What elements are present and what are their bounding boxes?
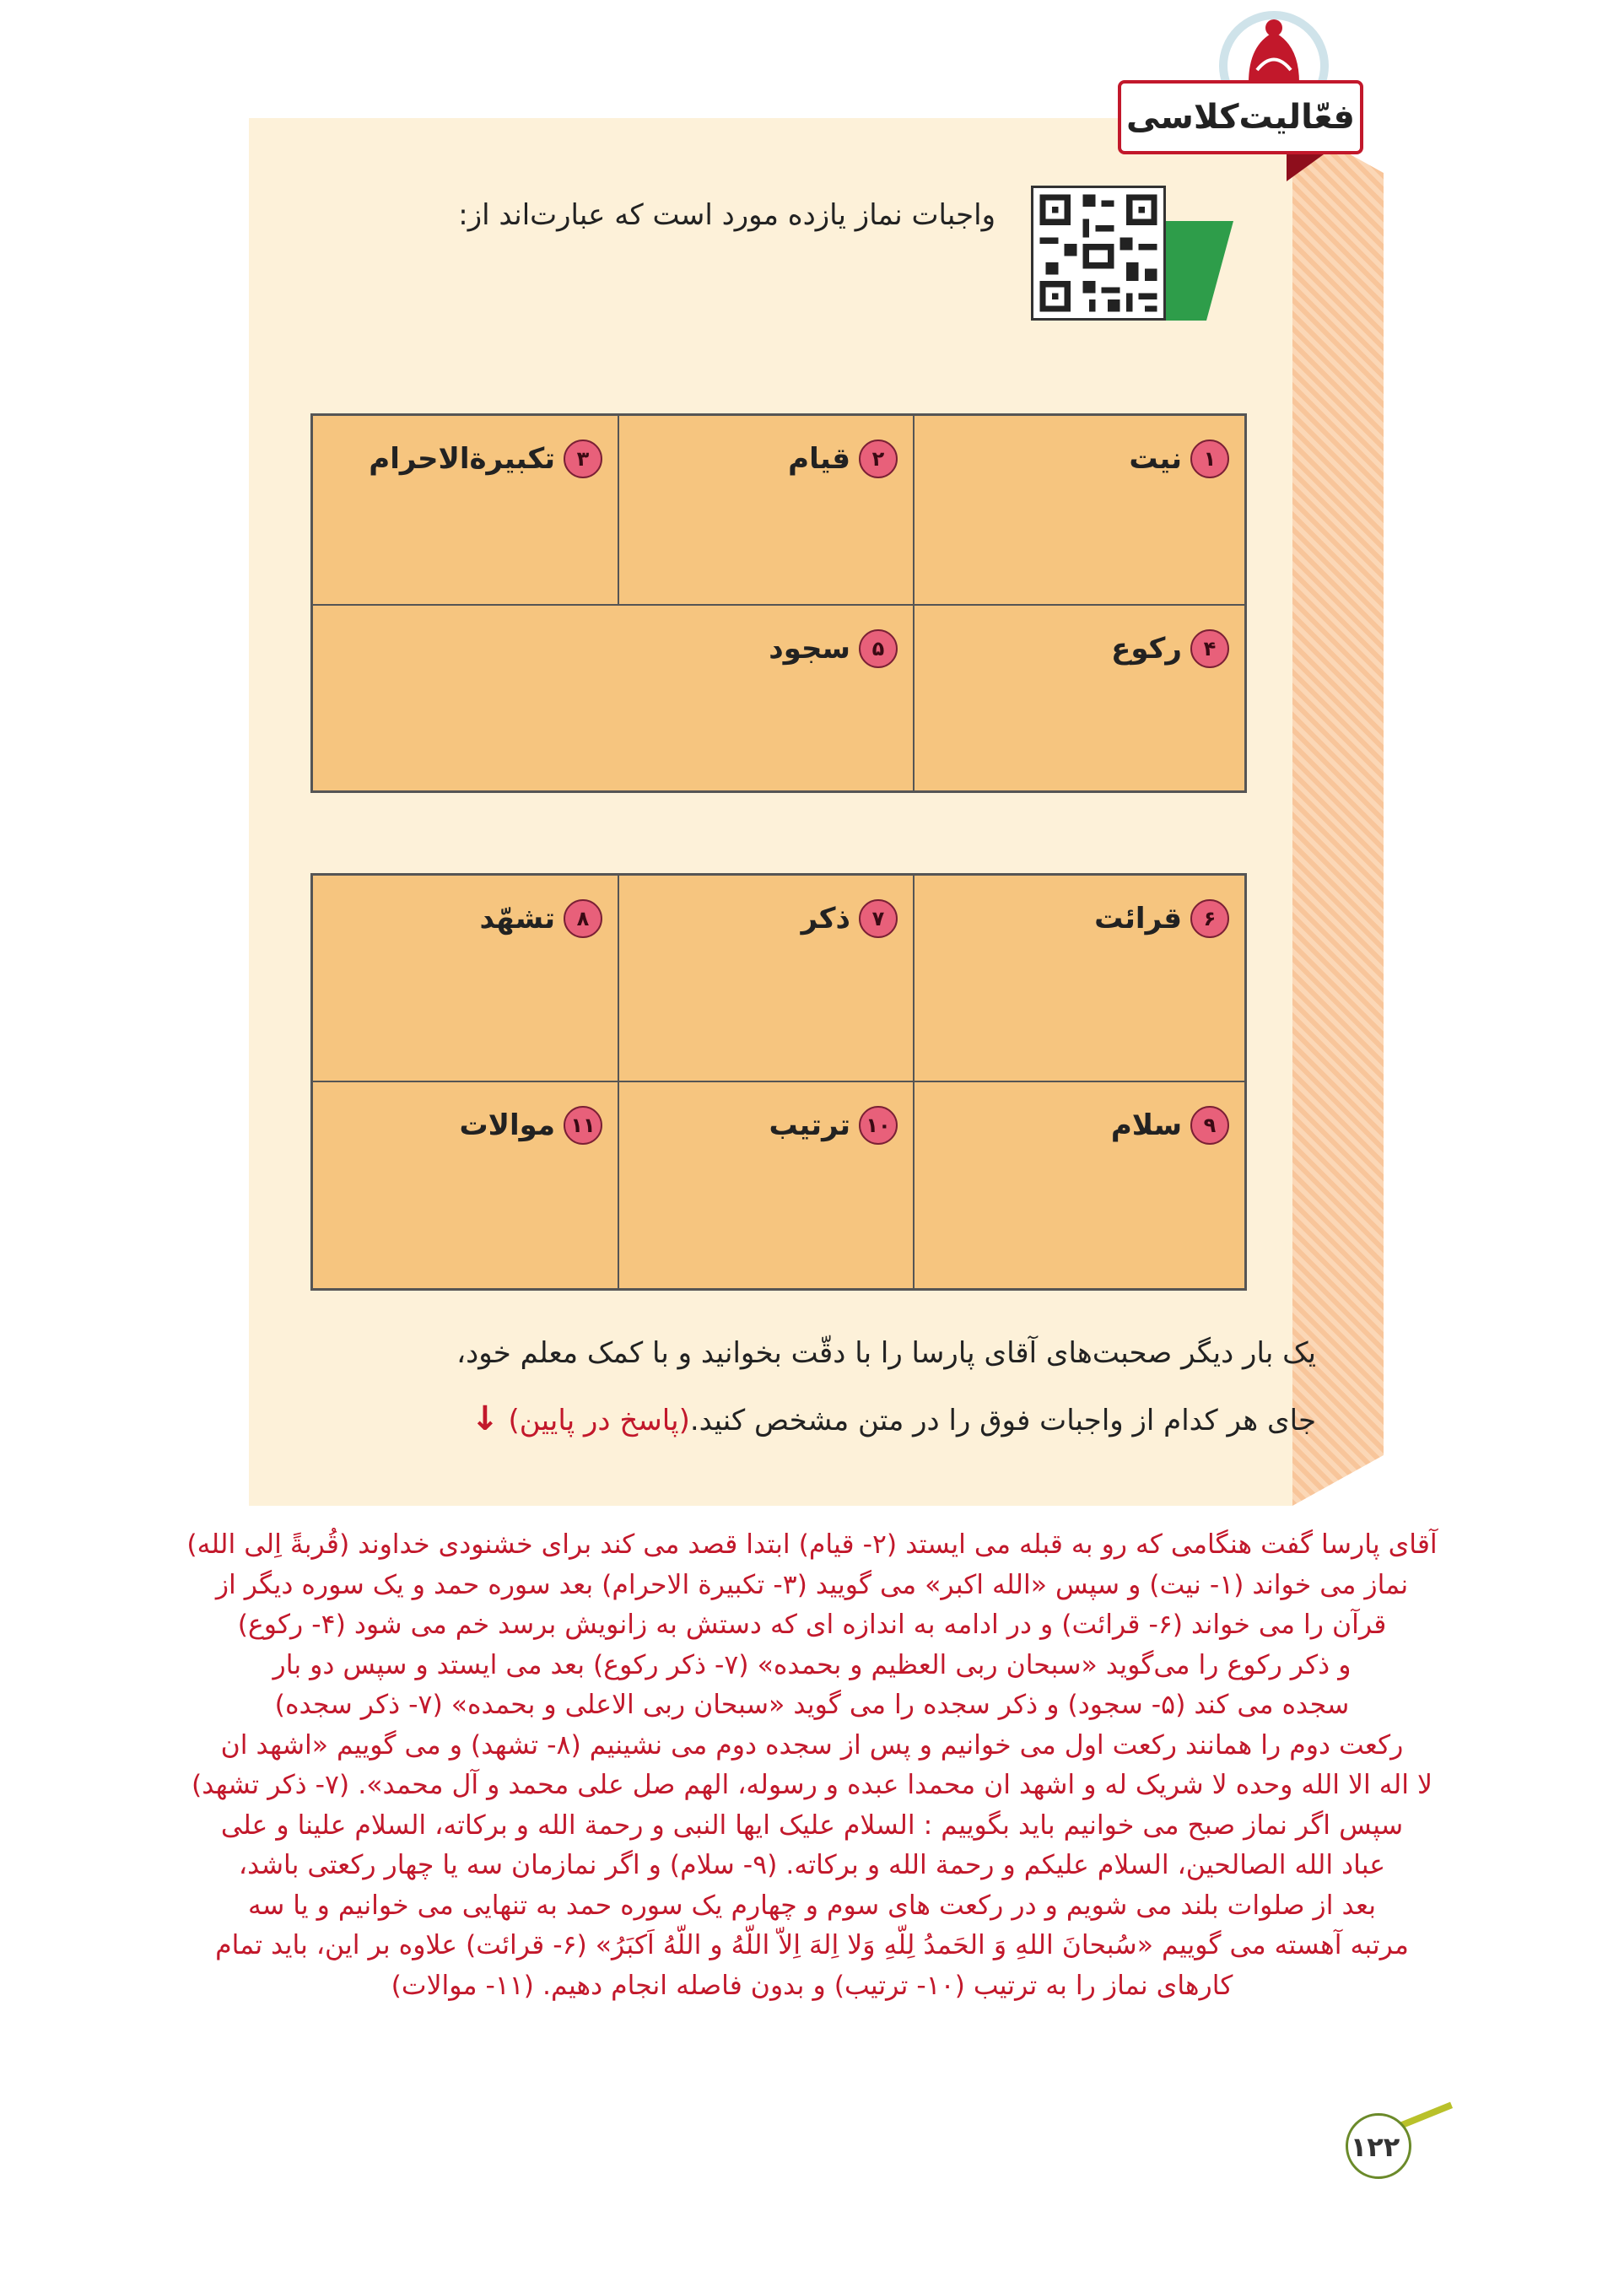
- answer-hint: (پاسخ در پایین): [508, 1404, 690, 1437]
- answer-line: سپس اگر نماز صبح می خوانیم باید بگوییم : السلام علیک ایها النبی و رحمة الله و برکاته، السلام علینا و علی: [220, 1809, 1404, 1841]
- number-badge: ۱۱: [564, 1106, 602, 1145]
- grid-cell: [618, 1081, 914, 1289]
- number-badge: ۷: [859, 899, 898, 938]
- grid-cell: [312, 1081, 618, 1289]
- number-badge: ۹: [1190, 1106, 1229, 1145]
- number-badge: ۳: [564, 440, 602, 478]
- grid-cell: [618, 875, 914, 1081]
- answer-line: کارهای نماز را به ترتیب (۱۰- ترتیب) و بدون فاصله انجام دهیم. (۱۱- موالات): [391, 1970, 1233, 2001]
- answer-line: عباد الله الصالحین، السلام علیکم و رحمة الله و برکاته. (۹- سلام) و اگر نمازمان سه یا چهار رکعتی باشد،: [238, 1850, 1386, 1880]
- cell-label: نیت: [1129, 442, 1182, 476]
- grid-cell: [312, 605, 914, 791]
- number-badge: ۸: [564, 899, 602, 938]
- answer-line: رکعت دوم را همانند رکعت اول می خوانیم و پس از سجده دوم می نشینیم (۸- تشهد) و می گوییم «اشهد ان: [220, 1729, 1404, 1761]
- instructions-line-1: یک بار دیگر صحبت‌های آقای پارسا را با دقّت بخوانید و با کمک معلم خود،: [456, 1336, 1316, 1370]
- page-number: ۱۲۲: [1350, 2131, 1400, 2163]
- cell-label: موالات: [459, 1108, 555, 1142]
- qr-code-icon[interactable]: [1031, 186, 1166, 321]
- answer-line: مرتبه آهسته می گوییم «سُبحانَ اللهِ وَ الحَمدُ لِلّهِ وَلا اِلهَ اِلاّ اللّهُ و اللّهُ اَکبَرُ» (۶- قرائت) علاوه بر این، باید تمام: [215, 1930, 1409, 1960]
- cell-label: قیام: [788, 442, 850, 476]
- number-badge: ۲: [859, 440, 898, 478]
- instructions: [278, 1320, 1316, 1453]
- number-badge: ۴: [1190, 629, 1229, 668]
- activity-title: فعّالیت‌کلاسی: [1126, 98, 1355, 137]
- grid-cell: [312, 415, 618, 605]
- answer-line: و ذکر رکوع را می‌گوید «سبحان ربی العظیم و بحمده» (۷- ذکر رکوع) بعد می ایستد و سپس دو بار: [272, 1649, 1352, 1680]
- grid-cell: [914, 415, 1245, 605]
- obligations-grid-2: [310, 873, 1247, 1291]
- cell-label: ذکر: [801, 902, 850, 936]
- activity-panel: [249, 118, 1292, 1506]
- grid-cell: [312, 875, 618, 1081]
- cell-label: سجود: [769, 632, 850, 666]
- number-badge: ۵: [859, 629, 898, 668]
- cell-label: تکبیرة‌الاحرام: [369, 442, 555, 476]
- cell-label: رکوع: [1111, 632, 1182, 666]
- ornament-icon: [1211, 7, 1337, 87]
- intro-text: واجبات نماز یازده مورد است که عبارت‌اند از:: [458, 198, 995, 232]
- cell-label: سلام: [1110, 1108, 1182, 1142]
- answer-line: قرآن را می خواند (۶- قرائت) و در ادامه به اندازه ای که دستش به زانویش برسد خم می شود (۴- رکوع): [237, 1610, 1387, 1640]
- instructions-line-2: [278, 1386, 1316, 1453]
- page-edge-decoration: [1292, 122, 1384, 1506]
- activity-title-badge: [1118, 80, 1363, 154]
- answer-line: نماز می خواند (۱- نیت) و سپس «الله اکبر» می گویید (۳- تکبیرة الاحرام) بعد سوره حمد و یک سوره دیگر از: [215, 1569, 1409, 1600]
- number-badge: ۱۰: [859, 1106, 898, 1145]
- number-badge: ۶: [1190, 899, 1229, 938]
- answer-line: سجده می کند (۵- سجود) و ذکر سجده را می گوید «سبحان ربی الاعلی و بحمده» (۷- ذکر سجده): [274, 1690, 1350, 1720]
- cell-label: قرائت: [1094, 902, 1182, 936]
- answer-line: لا اله الا الله وحده لا شریک له و اشهد ان محمدا عبده و رسوله، الهم صل علی محمد و آل محمد». (۷- ذکر تشهد): [191, 1770, 1433, 1800]
- grid-cell: [618, 415, 914, 605]
- grid-cell: [914, 875, 1245, 1081]
- obligations-grid-1: [310, 413, 1247, 793]
- cell-label: تشهّد: [479, 902, 555, 936]
- grid-cell: [914, 605, 1245, 791]
- answer-line: آقای پارسا گفت هنگامی که رو به قبله می ایستد (۲- قیام) ابتدا قصد می کند برای خشنودی خداوند (قُربةً اِلی الله): [186, 1529, 1438, 1560]
- cell-label: ترتیب: [769, 1108, 850, 1142]
- answer-line: بعد از صلوات بلند می شویم و در رکعت های سوم و چهارم یک سوره حمد به تنهایی می خوانیم و یا سه: [247, 1890, 1377, 1921]
- grid-cell: [914, 1081, 1245, 1289]
- instructions-line-2-text: جای هر کدام از واجبات فوق را در متن مشخص کنید.: [689, 1404, 1316, 1437]
- number-badge: ۱: [1190, 440, 1229, 478]
- answer-text: [8, 1525, 1616, 2006]
- down-arrow-icon: ↓: [471, 1399, 499, 1438]
